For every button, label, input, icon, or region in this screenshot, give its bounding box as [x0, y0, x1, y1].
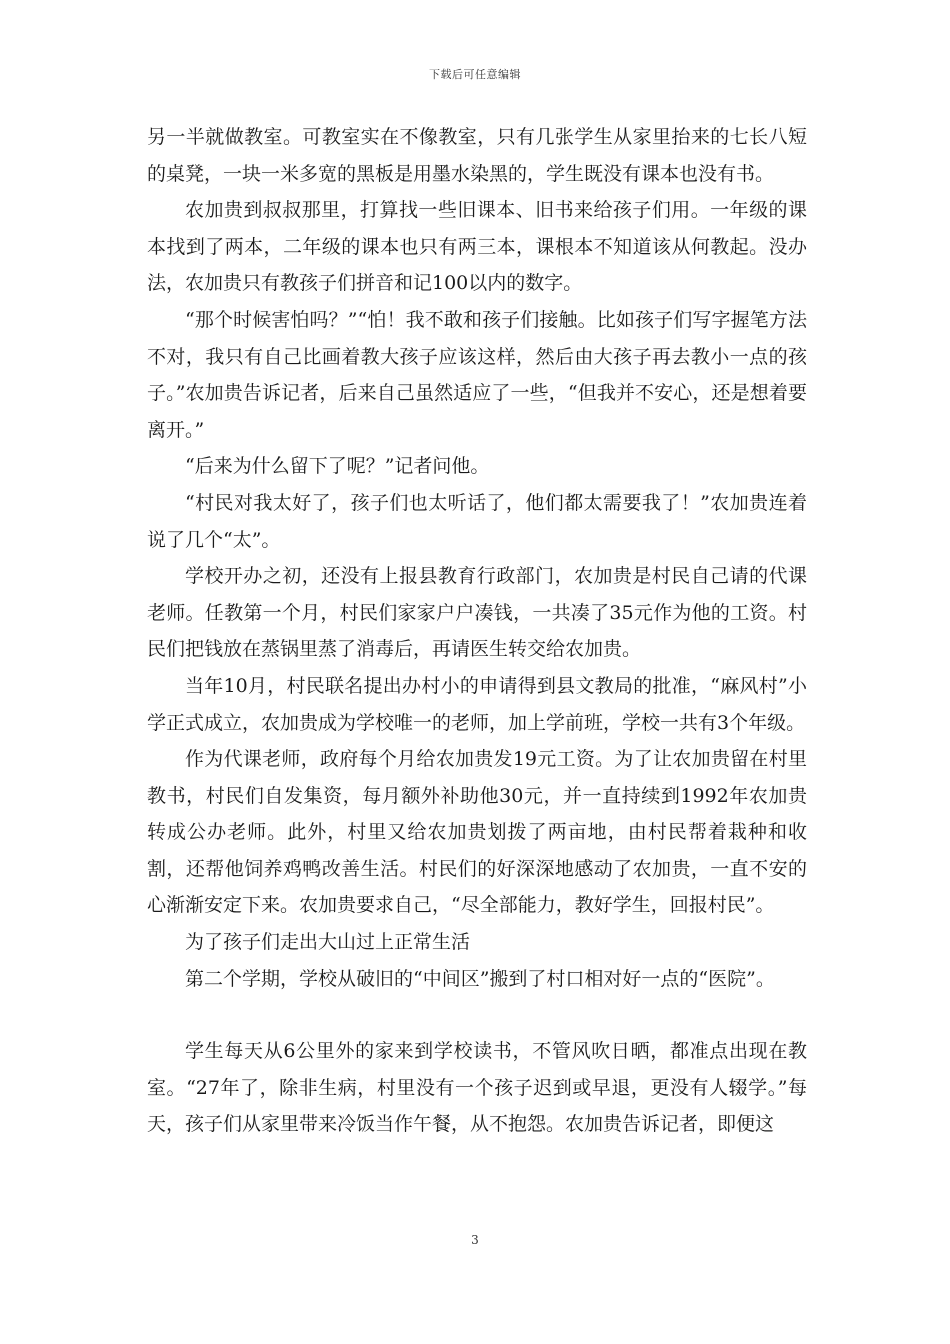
paragraph: 作为代课老师，政府每个月给农加贵发19元工资。为了让农加贵留在村里教书，村民们自发集资，每月额外补助他30元，并一直持续到1992年农加贵转成公办老师。此外，村里又给农加贵划拨了两亩地，由村民帮着栽种和收割，还帮他饲养鸡鸭改善生活。村民们的好深深地感动了农加贵，一直不安的心渐渐安定下来。农加贵要求自己，“尽全部能力，教好学生，回报村民”。 — [147, 748, 807, 917]
paragraph: 农加贵到叔叔那里，打算找一些旧课本、旧书来给孩子们用。一年级的课本找到了两本，二年级的课本也只有两三本，课根本不知道该从何教起。没办法，农加贵只有教孩子们拼音和记100以内的数字。 — [147, 199, 807, 295]
paragraph: “后来为什么留下了呢？”记者问他。 — [185, 455, 490, 478]
page-number: 3 — [471, 1233, 479, 1247]
paragraph: 学校开办之初，还没有上报县教育行政部门，农加贵是村民自己请的代课老师。任教第一个月，村民们家家户户凑钱，一共凑了35元作为他的工资。村民们把钱放在蒸锅里蒸了消毒后，再请医生转交给农加贵。 — [147, 565, 807, 661]
paragraph: 当年10月，村民联名提出办村小的申请得到县文教局的批准，“麻风村”小学正式成立，农加贵成为学校唯一的老师，加上学前班，学校一共有3个年级。 — [147, 674, 807, 734]
paragraph: 学生每天从6公里外的家来到学校读书，不管风吹日晒，都准点出现在教室。“27年了，除非生病，村里没有一个孩子迟到或早退，更没有人辍学。”每天，孩子们从家里带来冷饭当作午餐，从不抱怨。农加贵告诉记者，即便这 — [147, 1040, 807, 1136]
paragraph: “村民对我太好了，孩子们也太听话了，他们都太需要我了！”农加贵连着说了几个“太”。 — [147, 491, 807, 551]
page-header: 下载后可任意编辑 — [429, 68, 521, 81]
paragraph-continued: 另一半就做教室。可教室实在不像教室，只有几张学生从家里抬来的七长八短的桌凳，一块一米多宽的黑板是用墨水染黑的，学生既没有课本也没有书。 — [147, 126, 807, 185]
paragraph: “那个时候害怕吗？”“怕！我不敢和孩子们接触。比如孩子们写字握笔方法不对，我只有自己比画着教大孩子应该这样，然后由大孩子再去教小一点的孩子。”农加贵告诉记者，后来自己虽然适应了一些，“但我并不安心，还是想着要离开。” — [147, 308, 807, 441]
paragraph: 第二个学期，学校从破旧的“中间区”搬到了村口相对好一点的“医院”。 — [185, 967, 775, 990]
section-subheading: 为了孩子们走出大山过上正常生活 — [185, 931, 471, 954]
document-body — [147, 119, 807, 1143]
